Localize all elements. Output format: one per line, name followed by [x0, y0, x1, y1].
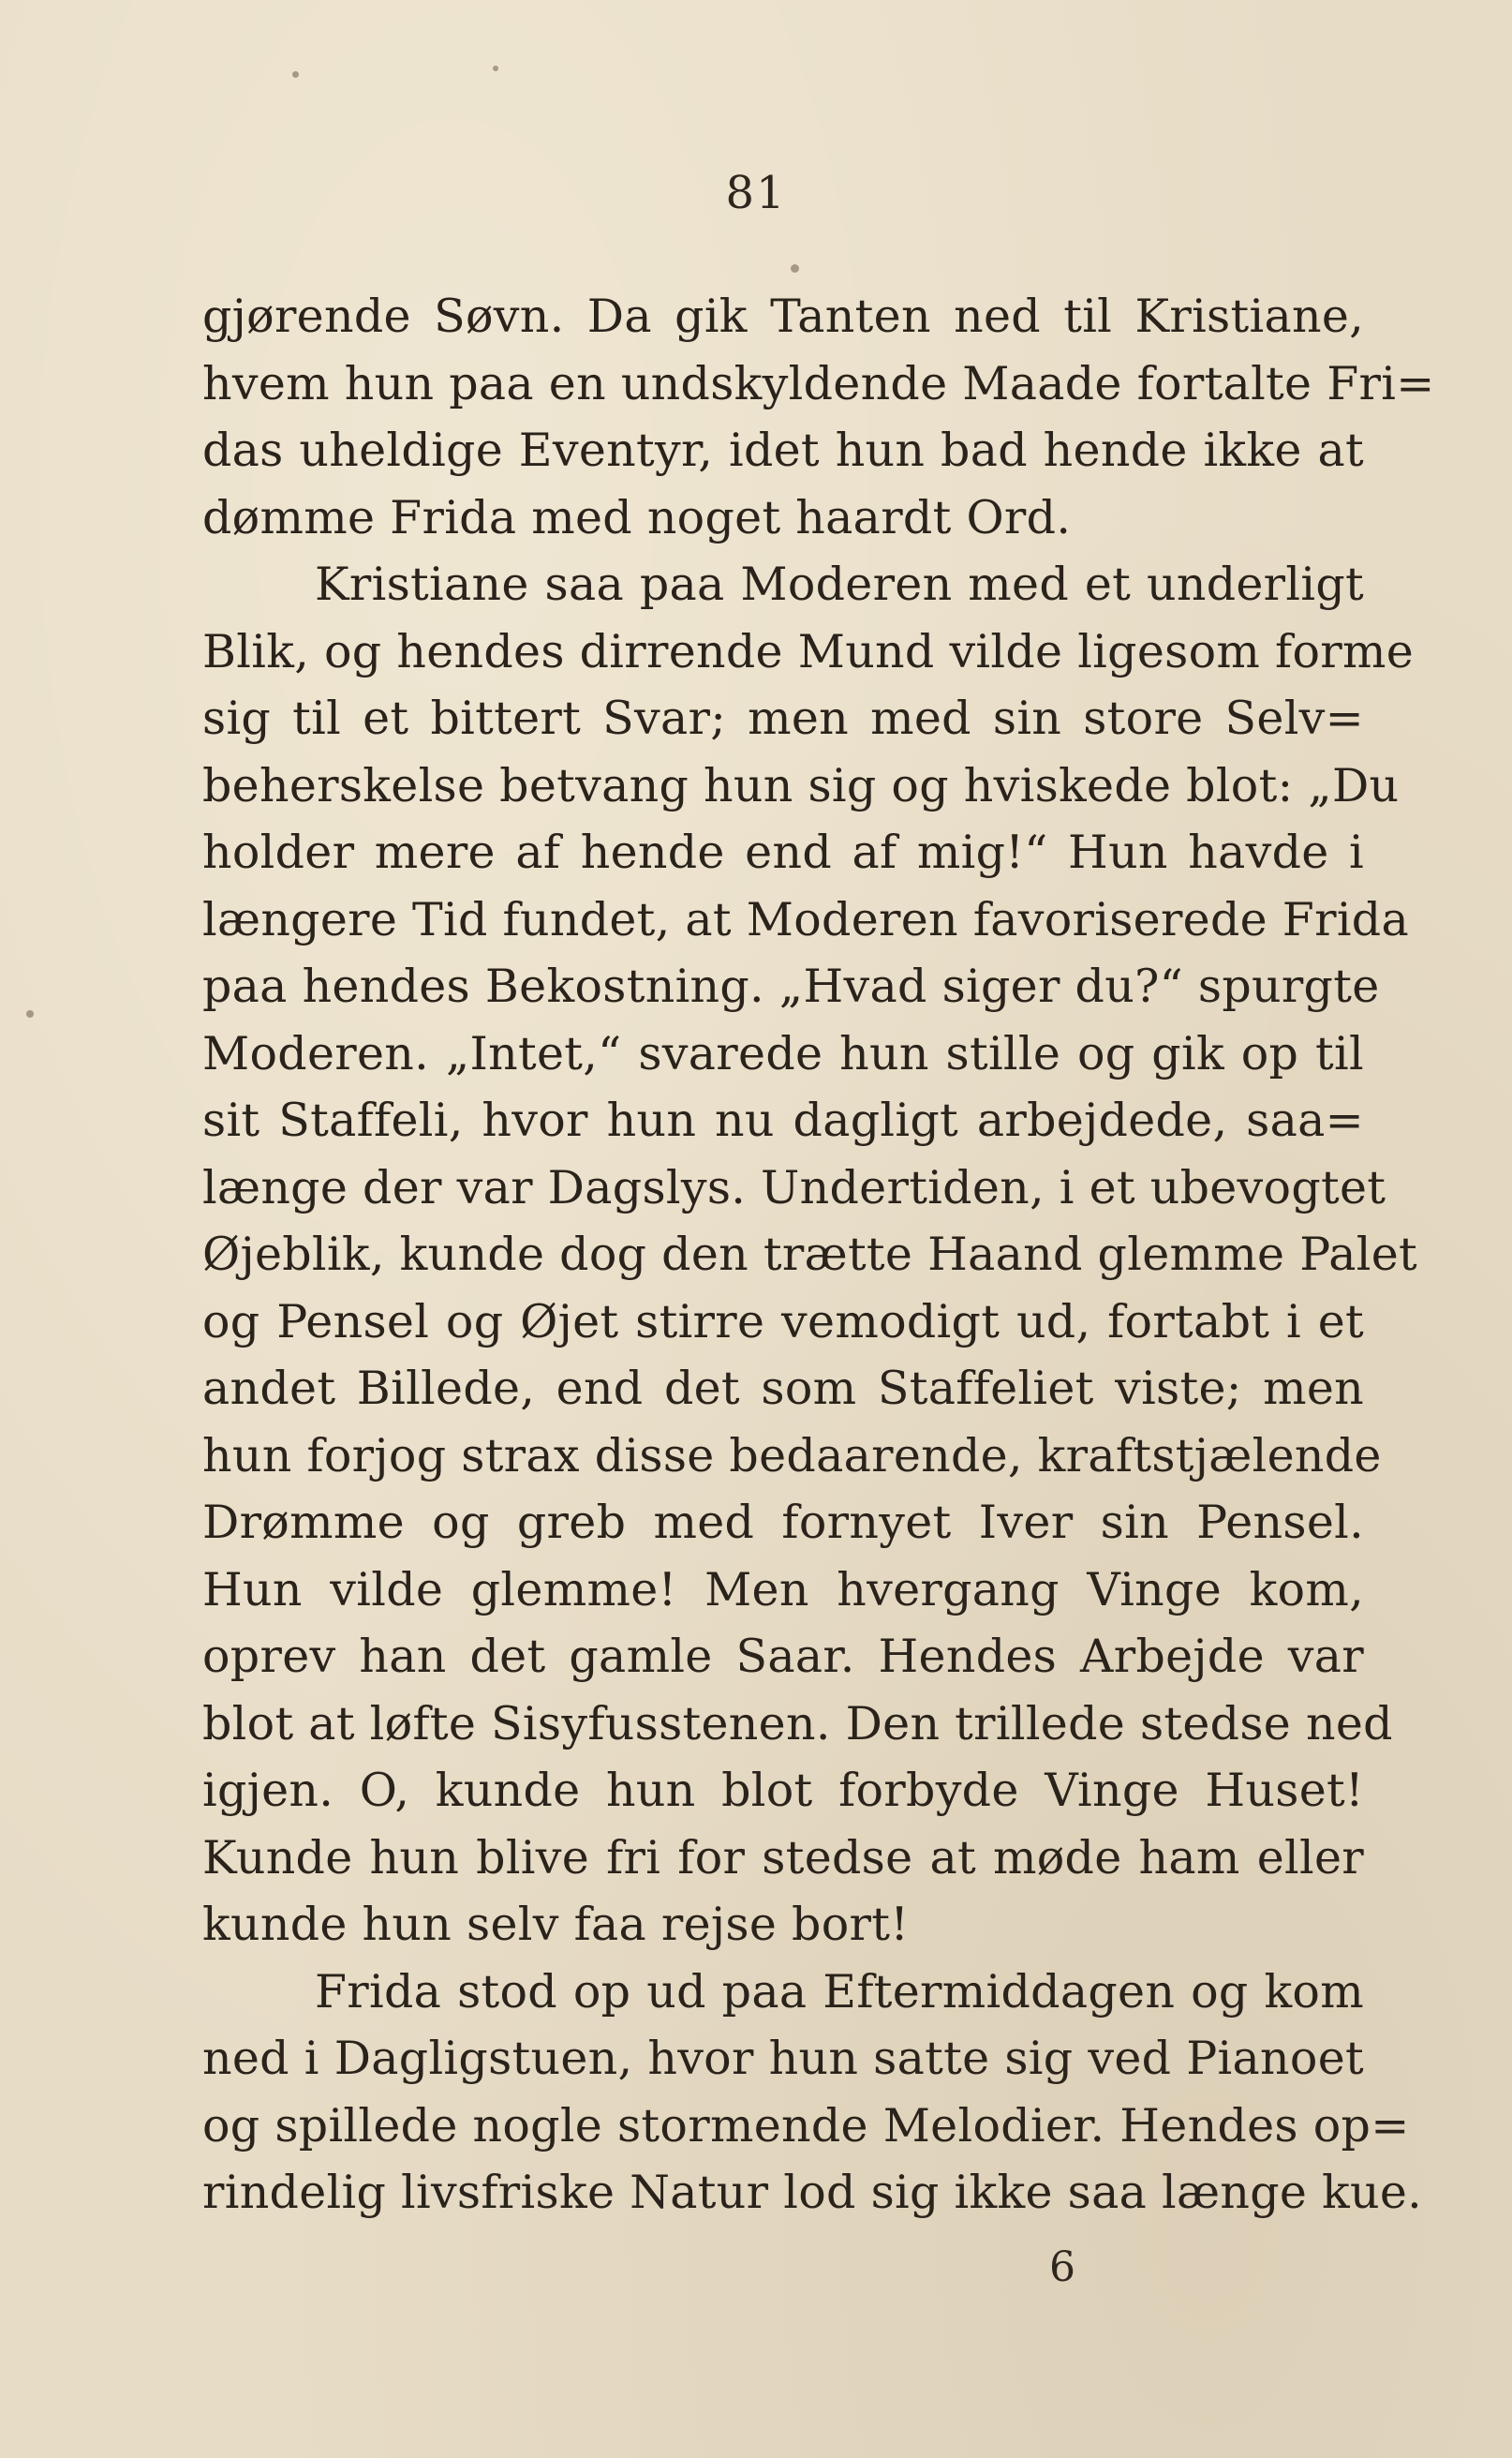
text-line: Blik, og hendes dirrende Mund vilde ligesom forme: [202, 624, 1415, 678]
text-line: oprev han det gamle Saar. Hendes Arbejde var: [202, 1630, 1364, 1683]
text-line: hun forjog strax disse bedaarende, kraftstjælende: [202, 1428, 1382, 1482]
text-line: das uheldige Eventyr, idet hun bad hende ikke at: [202, 424, 1364, 477]
text-line: Øjeblik, kunde dog den trætte Haand glemme Palet: [202, 1228, 1418, 1281]
text-line: beherskelse betvang hun sig og hviskede blot: „Du: [202, 758, 1400, 812]
text-line: paa hendes Bekostning. „Hvad siger du?“ spurgte: [202, 960, 1380, 1013]
text-line: rindelig livsfriske Natur lod sig ikke saa længe kue.: [202, 2166, 1423, 2219]
text-line: og Pensel og Øjet stirre vemodigt ud, fortabt i et: [202, 1294, 1364, 1348]
text-line: kunde hun selv faa rejse bort!: [202, 1898, 910, 1951]
text-line: sit Staffeli, hvor hun nu dagligt arbejdede, saa=: [202, 1094, 1364, 1147]
text-line: Hun vilde glemme! Men hvergang Vinge kom,: [202, 1562, 1364, 1616]
ink-speck: [493, 66, 498, 71]
text-line: ned i Dagligstuen, hvor hun satte sig ved Pianoet: [202, 2032, 1364, 2085]
text-line: sig til et bittert Svar; men med sin store Selv=: [202, 692, 1364, 745]
text-line: længere Tid fundet, at Moderen favoriserede Frida: [202, 892, 1409, 946]
text-line: igjen. O, kunde hun blot forbyde Vinge Huset!: [202, 1764, 1364, 1817]
text-line: hvem hun paa en undskyldende Maade fortalte Fri=: [202, 356, 1435, 410]
ink-speck: [292, 71, 299, 78]
text-line: længe der var Dagslys. Undertiden, i et ubevogtet: [202, 1160, 1386, 1214]
text-line: dømme Frida med noget haardt Ord.: [202, 490, 1072, 544]
text-line: holder mere af hende end af mig!“ Hun havde i: [202, 826, 1364, 879]
ink-speck: [791, 264, 799, 273]
page-number: 81: [725, 167, 787, 219]
ink-speck: [26, 1010, 34, 1018]
text-line: gjørende Søvn. Da gik Tanten ned til Kristiane,: [202, 290, 1364, 343]
text-line: Frida stod op ud paa Eftermiddagen og kom: [315, 1964, 1364, 2019]
text-line: Moderen. „Intet,“ svarede hun stille og gik op til: [202, 1026, 1364, 1080]
body-text: [202, 283, 1435, 2227]
text-line: blot at løfte Sisyfusstenen. Den trillede stedse ned: [202, 1696, 1393, 1750]
text-line: Kristiane saa paa Moderen med et underligt: [315, 558, 1364, 611]
text-line: andet Billede, end det som Staffeliet viste; men: [202, 1362, 1364, 1415]
sheet-signature: 6: [1049, 2243, 1075, 2291]
text-line: og spillede nogle stormende Melodier. Hendes op=: [202, 2098, 1410, 2153]
text-line: Kunde hun blive fri for stedse at møde ham eller: [202, 1830, 1364, 1884]
text-line: Drømme og greb med fornyet Iver sin Pensel.: [202, 1496, 1364, 1549]
